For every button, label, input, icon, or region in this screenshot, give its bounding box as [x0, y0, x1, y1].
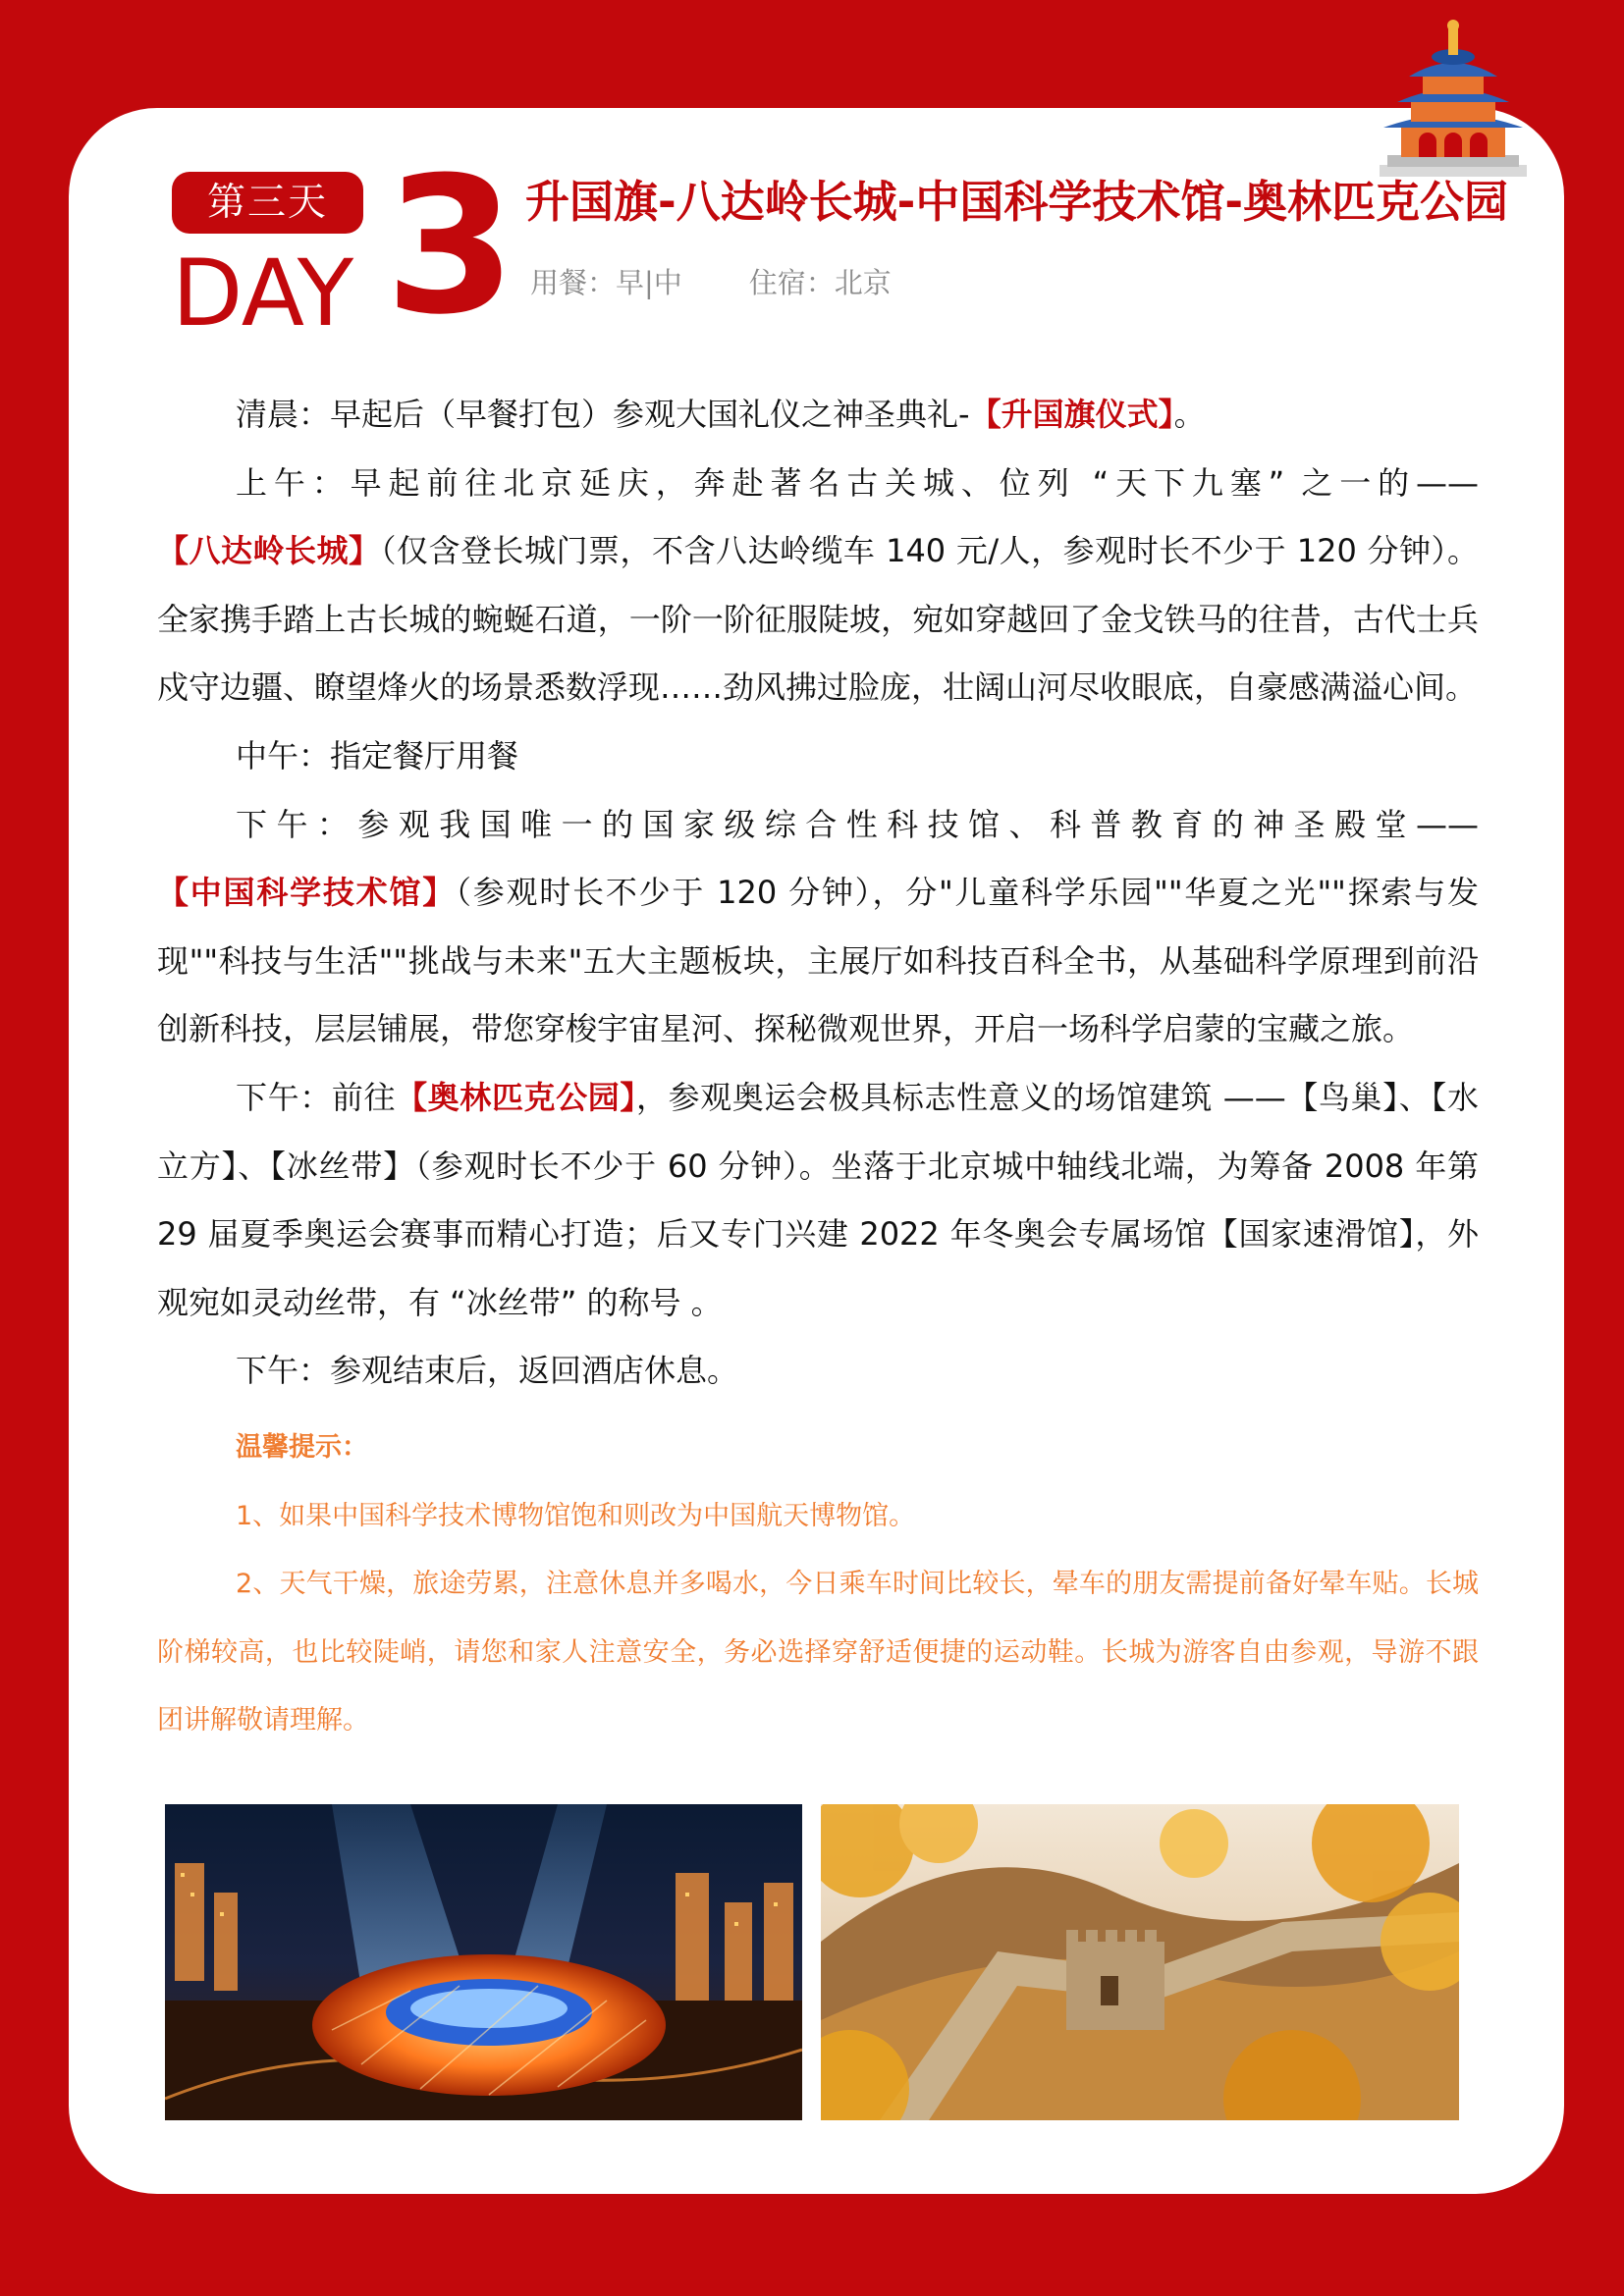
- meal-lodging-info: [530, 263, 892, 302]
- paragraph-return-hotel: 下午：参观结束后，返回酒店休息。: [236, 1352, 739, 1390]
- highlight-badaling: 【八达岭长城】: [157, 532, 381, 570]
- meals-text: 用餐：早|中: [530, 266, 682, 299]
- route-title: 升国旗-八达岭长城-中国科学技术馆-奥林匹克公园: [525, 176, 1509, 228]
- paragraph-great-wall: 上午：早起前往北京延庆，奔赴著名古关城、位列 “天下九塞” 之一的——【八达岭长城】（仅含登长城门票，不含八达岭缆车 140 元/人，参观时长不少于 120 分钟）。全家携手踏上古长城的蜿蜒石道，一阶一阶征服陡坡，宛如穿越回了金戈铁马的往昔，古代士兵戍守边疆、瞭望烽火的场景悉数浮现……劲风拂过脸庞，壮阔山河尽收眼底，自豪感满溢心间。: [157, 463, 1479, 707]
- paragraph-olympic-park: 下午：前往【奥林匹克公园】，参观奥运会极具标志性意义的场馆建筑 ——【鸟巢】、【水立方】、【冰丝带】（参观时长不少于 60 分钟）。坐落于北京城中轴线北端，为筹备 2008 年第 29 届夏季奥运会赛事而精心打造；后又专门兴建 2022 年冬奥会专属场馆【国家速滑馆】，外观宛如灵动丝带，有 “冰丝带” 的称号 。: [157, 1078, 1479, 1321]
- tip-item: 2、天气干燥，旅途劳累，注意休息并多喝水，今日乘车时间比较长，晕车的朋友需提前备好晕车贴。长城阶梯较高，也比较陡峭，请您和家人注意安全，务必选择穿舒适便捷的运动鞋。长城为游客自由参观，导游不跟团讲解敬请理解。: [157, 1569, 1479, 1736]
- paragraph-flag-ceremony: 清晨：早起后（早餐打包）参观大国礼仪之神圣典礼-【升国旗仪式】。: [236, 396, 1206, 433]
- day-badge: 第三天: [172, 172, 363, 234]
- highlight-science-museum: 【中国科学技术馆】: [157, 874, 456, 912]
- paragraph-science-museum: 下午：参观我国唯一的国家级综合性科技馆、科普教育的神圣殿堂——【中国科学技术馆】（参观时长不少于 120 分钟），分"儿童科学乐园""华夏之光""探索与发现""科技与生活""挑战与未来"五大主题板块，主展厅如科技百科全书，从基础科学原理到前沿创新科技，层层铺展，带您穿梭宇宙星河、探秘微观世界，开启一场科学启蒙的宝藏之旅。: [157, 805, 1479, 1048]
- birds-nest-night-photo: [165, 1804, 802, 2120]
- highlight-flag-ceremony: 【升国旗仪式】: [969, 396, 1174, 433]
- stay-text: 住宿：北京: [748, 266, 892, 299]
- day-number: 3: [385, 137, 516, 356]
- day-label: DAY: [172, 240, 354, 347]
- tips-section: [157, 1414, 1479, 1755]
- great-wall-autumn-photo: [821, 1804, 1459, 2120]
- tips-title: 温馨提示：: [236, 1432, 368, 1463]
- itinerary-body: [157, 381, 1479, 1406]
- highlight-olympic-park: 【奥林匹克公园】: [396, 1078, 636, 1116]
- paragraph-lunch: 中午：指定餐厅用餐: [236, 736, 519, 774]
- temple-of-heaven-icon: [1380, 18, 1527, 177]
- tip-item: 1、如果中国科学技术博物馆饱和则改为中国航天博物馆。: [236, 1500, 916, 1531]
